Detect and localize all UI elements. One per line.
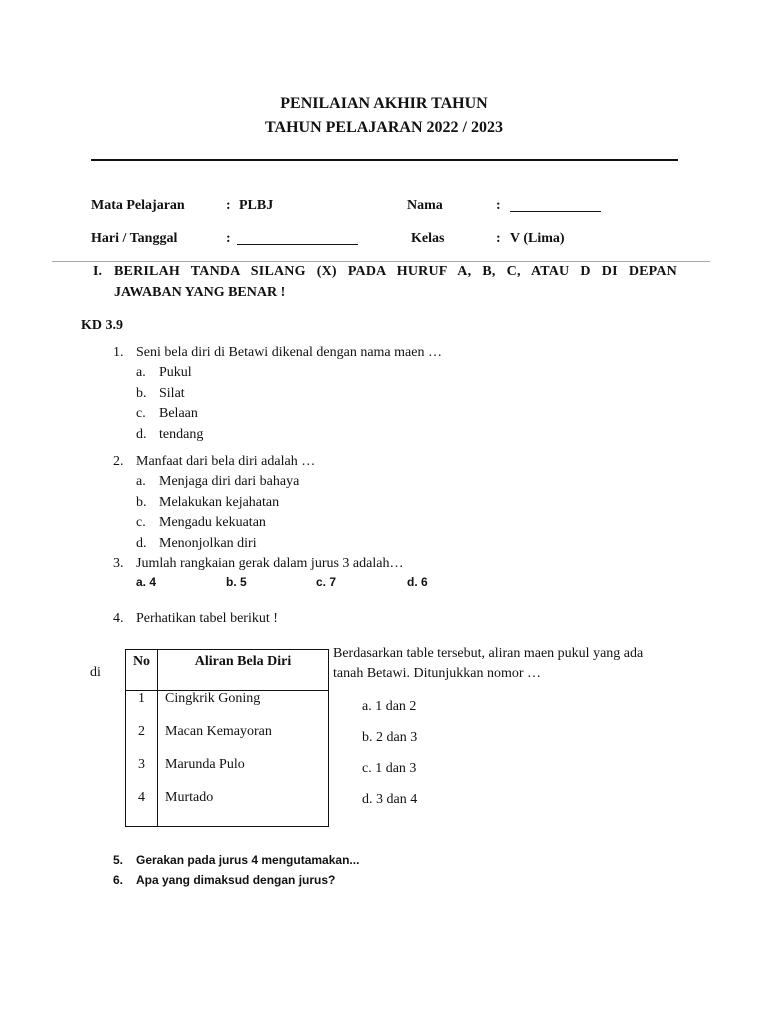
- table-row: [126, 790, 329, 827]
- option-letter: a.: [136, 474, 146, 489]
- question-text: Perhatikan tabel berikut !: [136, 611, 278, 626]
- subject-label: Mata Pelajaran: [91, 198, 185, 213]
- question-text: Jumlah rangkaian gerak dalam jurus 3 adalah…: [136, 556, 404, 571]
- name-label: Nama: [407, 198, 443, 213]
- question-number: 5.: [113, 853, 124, 867]
- question-number: 6.: [113, 873, 124, 887]
- kd-label: KD 3.9: [81, 318, 123, 333]
- option-letter: c.: [136, 515, 146, 530]
- option-text[interactable]: Menonjolkan diri: [159, 536, 257, 551]
- question-text: Manfaat dari bela diri adalah …: [136, 454, 316, 469]
- class-colon: :: [496, 231, 501, 246]
- option-letter: d.: [136, 536, 147, 551]
- question-number: 3.: [113, 556, 124, 571]
- option-text[interactable]: Menjaga diri dari bahaya: [159, 474, 300, 489]
- option-text[interactable]: a. 1 dan 2: [362, 699, 417, 714]
- option-text[interactable]: c. 1 dan 3: [362, 761, 417, 776]
- day-date-blank-field[interactable]: [237, 232, 358, 245]
- table-row: [126, 691, 329, 725]
- option-text[interactable]: Belaan: [159, 406, 198, 421]
- table-cell-no: 4: [126, 790, 158, 827]
- question-text: Apa yang dimaksud dengan jurus?: [136, 873, 336, 887]
- option-letter: b.: [136, 386, 147, 401]
- day-date-colon: :: [226, 231, 231, 246]
- table-row: [126, 757, 329, 790]
- question-number: 1.: [113, 345, 124, 360]
- subject-colon: :: [226, 198, 231, 213]
- option-text[interactable]: b. 5: [226, 575, 247, 589]
- option-text[interactable]: Pukul: [159, 365, 192, 380]
- exam-title: PENILAIAN AKHIR TAHUN: [280, 95, 488, 112]
- question-number: 2.: [113, 454, 124, 469]
- question-text: Seni bela diri di Betawi dikenal dengan nama maen …: [136, 345, 442, 360]
- option-text[interactable]: d. 6: [407, 575, 428, 589]
- option-text[interactable]: tendang: [159, 427, 204, 442]
- section-instruction-line2: JAWABAN YANG BENAR !: [114, 285, 286, 300]
- option-text[interactable]: b. 2 dan 3: [362, 730, 418, 745]
- option-letter: a.: [136, 365, 146, 380]
- class-label: Kelas: [411, 231, 445, 246]
- table-cell-name: Cingkrik Goning: [158, 691, 329, 725]
- day-date-label: Hari / Tanggal: [91, 231, 178, 246]
- question-text: Gerakan pada jurus 4 mengutamakan...: [136, 853, 360, 867]
- option-text[interactable]: Mengadu kekuatan: [159, 515, 266, 530]
- subject-value: PLBJ: [239, 198, 274, 213]
- option-letter: b.: [136, 495, 147, 510]
- option-text[interactable]: c. 7: [316, 575, 337, 589]
- table-cell-no: 2: [126, 724, 158, 757]
- question-description-line2: tanah Betawi. Ditunjukkan nomor …: [333, 666, 542, 681]
- question-description-line1: Berdasarkan table tersebut, aliran maen pukul yang ada: [333, 646, 644, 661]
- class-value: V (Lima): [510, 231, 565, 246]
- martial-arts-table: [125, 649, 329, 827]
- info-divider: [52, 261, 710, 262]
- table-header-no: No: [126, 650, 158, 691]
- option-text[interactable]: Melakukan kejahatan: [159, 495, 280, 510]
- option-letter: d.: [136, 427, 147, 442]
- section-roman-numeral: I.: [93, 264, 102, 279]
- option-text[interactable]: Silat: [159, 386, 185, 401]
- name-blank-field[interactable]: [510, 199, 601, 212]
- question-number: 4.: [113, 611, 124, 626]
- option-text[interactable]: a. 4: [136, 575, 157, 589]
- header-divider: [91, 159, 678, 161]
- table-header-row: [126, 650, 329, 691]
- table-cell-no: 3: [126, 757, 158, 790]
- table-header-name: Aliran Bela Diri: [158, 650, 329, 691]
- option-letter: c.: [136, 406, 146, 421]
- stray-word: di: [90, 665, 101, 680]
- table-cell-name: Marunda Pulo: [158, 757, 329, 790]
- name-colon: :: [496, 198, 501, 213]
- school-year-title: TAHUN PELAJARAN 2022 / 2023: [265, 119, 503, 136]
- table-cell-no: 1: [126, 691, 158, 725]
- section-instruction-line1: BERILAH TANDA SILANG (X) PADA HURUF A, B, C, ATAU D DI DEPAN: [114, 264, 677, 279]
- table-cell-name: Murtado: [158, 790, 329, 827]
- table-cell-name: Macan Kemayoran: [158, 724, 329, 757]
- option-text[interactable]: d. 3 dan 4: [362, 792, 418, 807]
- table-row: [126, 724, 329, 757]
